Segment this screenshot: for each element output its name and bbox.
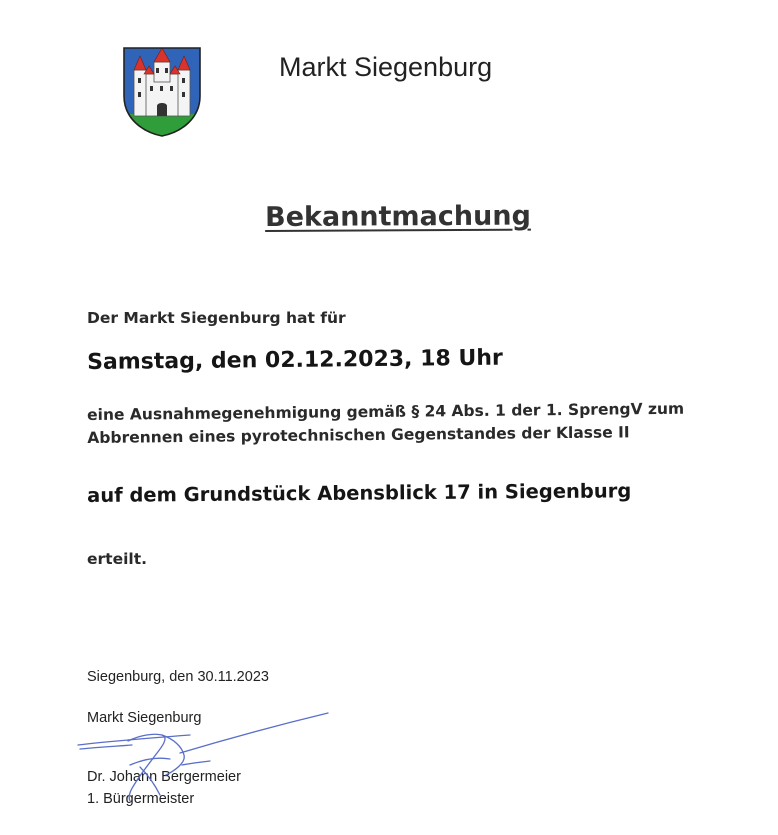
issuing-office: Markt Siegenburg xyxy=(87,710,202,726)
granted-text: erteilt. xyxy=(87,550,148,568)
notice-title: Bekanntmachung xyxy=(265,200,531,233)
event-date: Samstag, den 02.12.2023, 18 Uhr xyxy=(87,345,503,375)
permit-description xyxy=(87,398,684,450)
permit-line-1: eine Ausnahmegenehmigung gemäß § 24 Abs. 1 der 1. SprengV zum xyxy=(87,399,685,424)
coat-of-arms-icon xyxy=(120,44,204,138)
municipality-name: Markt Siegenburg xyxy=(279,52,493,82)
event-location: auf dem Grundstück Abensblick 17 in Siegenburg xyxy=(87,479,632,507)
signer-name: Dr. Johann Bergermeier xyxy=(87,769,241,785)
signer-role: 1. Bürgermeister xyxy=(87,791,195,807)
permit-line-2: Abbrennen eines pyrotechnischen Gegenstandes der Klasse II xyxy=(87,423,630,447)
place-and-date: Siegenburg, den 30.11.2023 xyxy=(87,669,269,685)
notice-intro: Der Markt Siegenburg hat für xyxy=(87,309,346,327)
